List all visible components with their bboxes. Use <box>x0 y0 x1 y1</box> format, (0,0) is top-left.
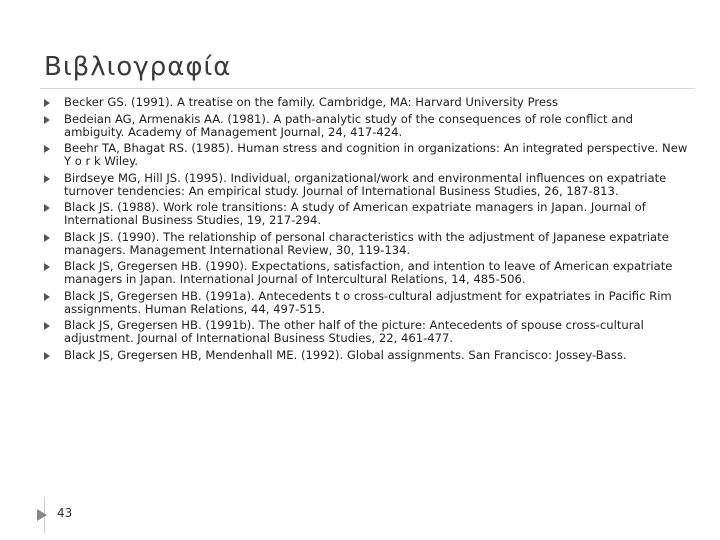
reference-item <box>44 96 694 109</box>
reference-text: Bedeian AG, Armenakis AA. (1981). A path-analytic study of the consequences of role conflict and ambiguity. Academy of Management Journal, 24, 417-424. <box>64 111 634 139</box>
triangle-bullet-icon <box>44 263 50 271</box>
footer-arrow-icon <box>37 509 47 521</box>
slide-title: Βιβλιογραφία <box>44 52 232 82</box>
triangle-bullet-icon <box>44 99 50 107</box>
triangle-bullet-icon <box>44 116 50 124</box>
reference-item <box>44 201 694 227</box>
reference-text: Black JS. (1988). Work role transitions: A study of American expatriate managers in Japan. Journal of International Business Studies, 19, 217-294. <box>64 200 646 227</box>
triangle-bullet-icon <box>44 204 50 212</box>
reference-item <box>44 290 694 316</box>
reference-text: Black JS, Gregersen HB, Mendenhall ME. (1992). Global assignments. San Francisco: Jossey-Bass. <box>64 347 627 362</box>
triangle-bullet-icon <box>44 234 50 242</box>
reference-item <box>44 113 694 139</box>
reference-item <box>44 172 694 198</box>
reference-item <box>44 349 694 362</box>
reference-text: Black JS, Gregersen HB. (1990). Expectations, satisfaction, and intention to leave of American expatriate managers in Japan. International Journal of Intercultural Relations, 14, 485-506. <box>64 259 673 286</box>
title-divider <box>40 88 695 89</box>
reference-text: Birdseye MG, Hill JS. (1995). Individual, organizational/work and environmental influences on expatriate turnover tendencies: An empirical study. Journal of International Business Studies, 26, 187-813. <box>64 170 667 198</box>
reference-text: Black JS. (1990). The relationship of personal characteristics with the adjustment of Japanese expatriate managers. Management International Review, 30, 119-134. <box>64 229 669 257</box>
reference-item <box>44 231 694 257</box>
reference-text: Becker GS. (1991). A treatise on the family. Cambridge, MA: Harvard University Press <box>64 95 559 109</box>
reference-text: Black JS, Gregersen HB. (1991a). Antecedents t o cross-cultural adjustment for expatriates in Pacific Rim assignments. Human Relations, 44, 497-515. <box>64 288 672 316</box>
reference-item <box>44 260 694 286</box>
triangle-bullet-icon <box>44 322 50 330</box>
triangle-bullet-icon <box>44 352 50 360</box>
reference-item <box>44 142 694 168</box>
triangle-bullet-icon <box>44 293 50 301</box>
page-number: 43 <box>57 506 73 520</box>
reference-text: Black JS, Gregersen HB. (1991b). The other half of the picture: Antecedents of spouse cross-cultural adjustment. Journal of International Business Studies, 22, 461-477. <box>64 318 644 345</box>
triangle-bullet-icon <box>44 175 50 183</box>
reference-list <box>44 96 694 365</box>
triangle-bullet-icon <box>44 145 50 153</box>
reference-item <box>44 319 694 345</box>
reference-text: Beehr TA, Bhagat RS. (1985). Human stress and cognition in organizations: An integrated perspective. New Y o r k Wiley. <box>64 141 688 168</box>
